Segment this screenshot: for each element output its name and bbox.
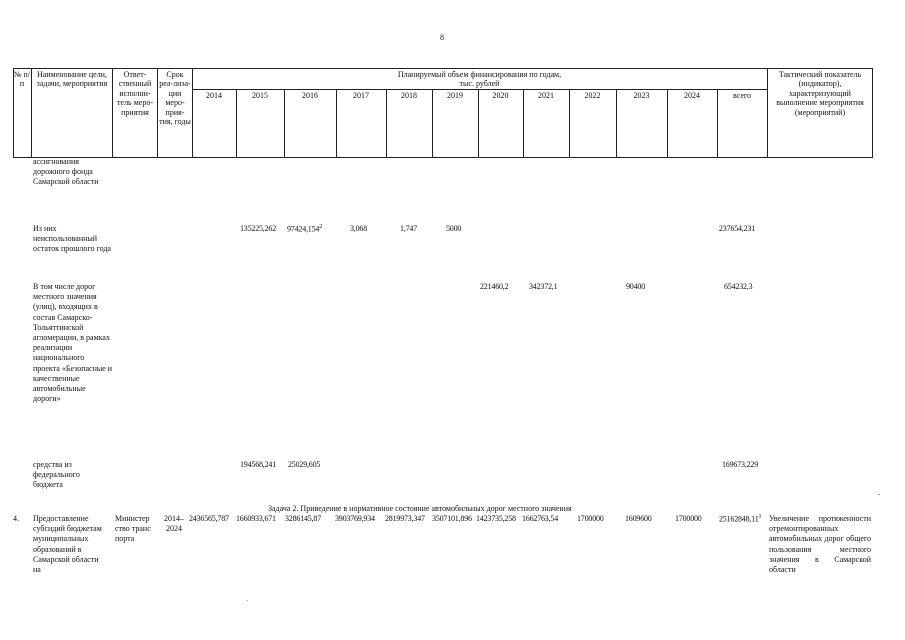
year-2024: 2024 <box>684 91 700 100</box>
row4-responsible: Министерство транспорта <box>115 514 151 544</box>
row-text-allocations: ассигнования дорожного фонда Самарской области <box>33 157 99 187</box>
r1-2019: 5000 <box>446 224 462 233</box>
header-indicator: Тактический показатель (индикатор), характеризующий выполнение мероприятия (мероприятий) <box>776 70 864 117</box>
year-total: всего <box>732 91 751 100</box>
row4-term: 2014– 2024 <box>164 514 184 534</box>
row4-num: 4. <box>13 514 19 523</box>
row4-2017: 3903769,934 <box>335 514 375 523</box>
r2-total: 654232,3 <box>724 282 753 291</box>
r2-2023: 90400 <box>626 282 646 291</box>
row-text-unused-balance: Из них неиспользованный остаток прошлого года <box>33 224 111 254</box>
row4-2020: 1423735,258 <box>476 514 516 523</box>
year-2021: 2021 <box>538 91 554 100</box>
row4-2019: 3507101,896 <box>432 514 472 523</box>
page-number: 8 <box>440 33 444 42</box>
vline <box>767 68 768 158</box>
year-2015: 2015 <box>252 91 268 100</box>
year-2016: 2016 <box>302 91 318 100</box>
r3-total: 169673,229 <box>722 460 759 469</box>
row4-2015: 1660933,671 <box>236 514 276 523</box>
header-top-border <box>13 68 873 69</box>
year-2017: 2017 <box>353 91 369 100</box>
vline <box>112 68 113 158</box>
years-row-border <box>192 89 767 90</box>
row4-2021: 1662763,54 <box>522 514 559 523</box>
year-2014: 2014 <box>206 91 222 100</box>
r1-total: 237654,231 <box>719 224 756 233</box>
vline <box>31 68 32 158</box>
row4-2014: 2436565,787 <box>189 514 229 523</box>
year-2019: 2019 <box>447 91 463 100</box>
r1-2016: 97424,154$^2$ <box>287 224 323 234</box>
vline <box>872 68 873 158</box>
header-responsible: Ответ-ственный исполни-тель меро-приятия <box>117 70 153 117</box>
header-finance-unit: тыс. рублей <box>459 79 500 88</box>
r1-2015: 135225,262 <box>240 224 277 233</box>
r3-2016: 25029,605 <box>288 460 321 469</box>
row4-2022: 1700000 <box>577 514 604 523</box>
header-finance-title: Планируемый объем финансирования по годам, <box>397 70 562 79</box>
row-text-agglomeration: В том числе дорог местного значения (улиц), входящих в состав Самарско-Тольяттинской агломерации, в рамках реализации национального проекта «Безопасные и качественные автомобильные дороги» <box>33 282 113 404</box>
header-term: Срок реа-лиза-ции меро-прия-тия, годы <box>159 70 191 127</box>
r3-2015: 194568,241 <box>240 460 277 469</box>
scan-mark <box>878 494 880 495</box>
row4-name: Предоставление субсидий бюджетам муниципальных образований в Самарской области на <box>33 514 102 575</box>
year-2018: 2018 <box>401 91 417 100</box>
row4-2023: 1609600 <box>625 514 652 523</box>
row4-2018: 2819973,347 <box>385 514 425 523</box>
year-2023: 2023 <box>633 91 650 100</box>
vline <box>157 68 158 158</box>
r1-2018: 1,747 <box>400 224 418 233</box>
row-text-federal: средства из федерального бюджета <box>33 460 80 490</box>
r2-2021: 342372,1 <box>529 282 558 291</box>
header-name: Наименование цели, задачи, мероприятия <box>36 70 108 89</box>
row4-indicator: Увеличение протяженности отремонтированных автомобильных дорог общего пользования местного значения в Самарской области <box>769 514 871 575</box>
row4-2016: 3286145,87 <box>285 514 322 523</box>
row4-2024: 1700000 <box>675 514 702 523</box>
year-2020: 2020 <box>492 91 509 100</box>
year-2022: 2022 <box>584 91 601 100</box>
row4-total: 25162848,11$^1$ <box>719 514 762 524</box>
task-2-heading: Задача 2. Приведение в нормативное состояние автомобильных дорог местного значения <box>268 504 572 513</box>
header-num: № п/п <box>13 70 31 89</box>
scan-mark <box>247 600 248 601</box>
r2-2020: 221460,2 <box>480 282 509 291</box>
header-bottom-border <box>13 157 873 158</box>
r1-2017: 3,068 <box>350 224 368 233</box>
